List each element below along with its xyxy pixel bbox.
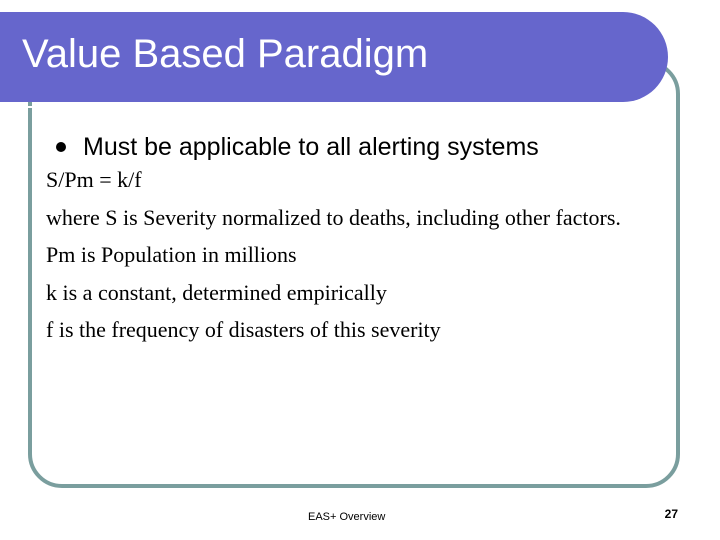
formula-definition-k: k is a constant, determined empirically <box>46 279 387 305</box>
formula-equation: S/Pm = k/f <box>46 167 142 192</box>
page-number: 27 <box>664 507 678 521</box>
formula-block <box>46 165 621 353</box>
footer-text: EAS+ Overview <box>308 511 386 523</box>
bullet-text: Must be applicable to all alerting systems <box>83 133 539 161</box>
title-underline <box>0 106 636 108</box>
formula-definition-f: f is the frequency of disasters of this severity <box>46 317 441 342</box>
bullet-dot-icon <box>56 142 66 152</box>
bullet-item <box>56 130 539 164</box>
formula-definition-s: where S is Severity normalized to deaths, including other factors. <box>46 204 621 230</box>
slide-title: Value Based Paradigm <box>22 32 429 76</box>
formula-definition-pm: Pm is Population in millions <box>46 242 297 267</box>
